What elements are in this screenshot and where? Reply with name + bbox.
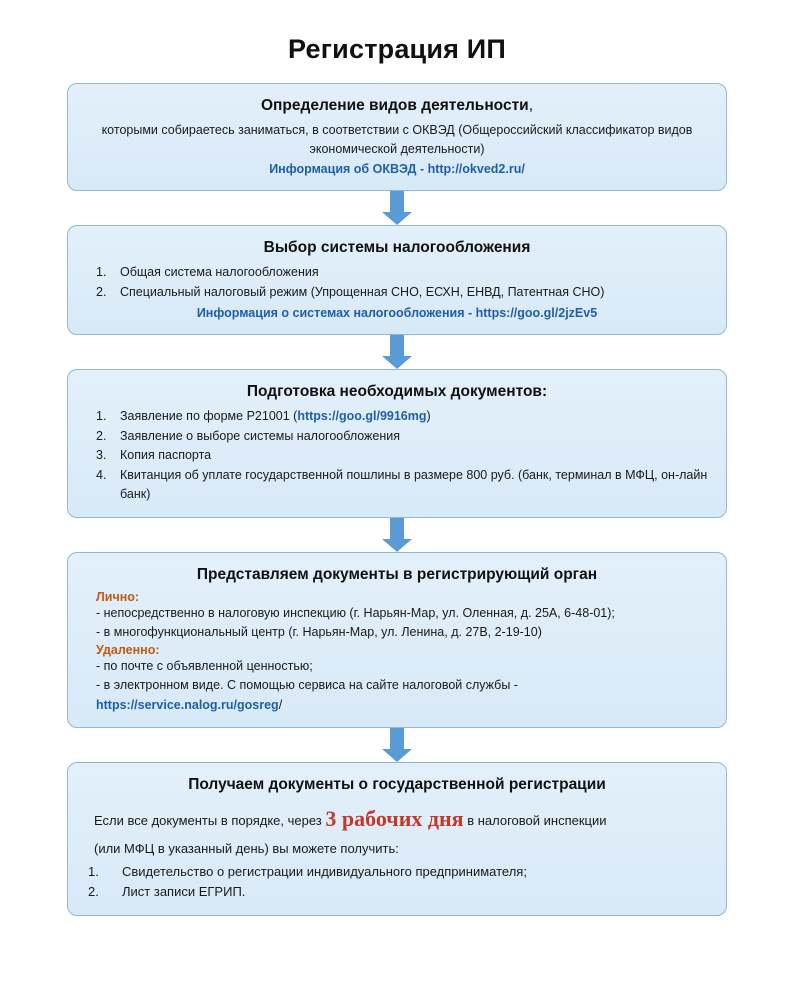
page-title: Регистрация ИП	[287, 34, 506, 64]
list-item	[84, 446, 710, 465]
step-1-link-wrap	[84, 160, 710, 178]
okved-link[interactable]: Информация об ОКВЭД - http://okved2.ru/	[269, 161, 525, 176]
step-box-4	[67, 552, 727, 728]
arrow-4-5	[382, 728, 412, 762]
step-5-list	[84, 862, 710, 902]
list-item-text: Лист записи ЕГРИП.	[122, 884, 246, 900]
step-4-line-2: - в многофункциональный центр (г. Нарьян-Мар, ул. Ленина, д. 27В, 2-19-10)	[96, 625, 542, 640]
list-item-number: 1.	[96, 408, 107, 423]
step-5-body	[84, 800, 710, 901]
step-box-2	[67, 225, 727, 335]
step-box-1	[67, 83, 727, 191]
arrow-head	[382, 356, 412, 369]
step-4-line-4: - в электронном виде. С помощью сервиса на сайте налоговой службы -	[96, 678, 518, 693]
step-3-list	[84, 407, 710, 504]
step-box-3	[67, 369, 727, 518]
arrow-stem	[390, 191, 404, 213]
flowchart	[67, 83, 727, 916]
list-item-text: Общая система налогообложения	[120, 265, 319, 279]
step-box-5	[67, 762, 727, 916]
step-5-line-1-post: в налоговой инспекции	[467, 813, 607, 829]
arrow-1-2	[382, 191, 412, 225]
list-item	[84, 466, 710, 504]
list-item-number: 2.	[88, 884, 99, 900]
step-1-heading	[84, 96, 710, 115]
step-3-heading: Подготовка необходимых документов:	[246, 382, 548, 400]
step-4-line-3: - по почте с объявленной ценностью;	[96, 658, 313, 673]
step-4-label-remote: Удаленно:	[96, 642, 160, 657]
step-1-body: которыми собираетесь заниматься, в соответствии с ОКВЭД (Общероссийский классификатор видов экономической деятельности)	[101, 123, 693, 156]
step-2-list	[84, 263, 710, 302]
nalog-gosreg-link[interactable]: https://service.nalog.ru/gosreg	[96, 697, 279, 712]
step-5-line-1	[94, 800, 710, 837]
list-item-text-pre: Заявление по форме Р21001 (	[120, 408, 298, 423]
step-4-heading: Представляем документы в регистрирующий орган	[196, 565, 598, 583]
step-2-heading: Выбор системы налогообложения	[263, 238, 531, 256]
step-5-heading: Получаем документы о государственной регистрации	[188, 775, 606, 793]
processing-days-highlight: 3 рабочих дня	[325, 806, 464, 832]
list-item-text: Специальный налоговый режим (Упрощенная СНО, ЕСХН, ЕНВД, Патентная СНО)	[120, 284, 605, 299]
list-item-number: 4.	[96, 468, 107, 483]
list-item	[84, 263, 710, 282]
step-5-line-2: (или МФЦ в указанный день) вы можете получить:	[94, 840, 399, 856]
arrow-2-3	[382, 335, 412, 369]
step-2-link-wrap	[84, 304, 710, 322]
list-item-number: 1.	[96, 265, 107, 279]
list-item	[84, 283, 710, 302]
list-item-text: Квитанция об уплате государственной пошлины в размере 800 руб. (банк, терминал в МФЦ, он-лайн банк)	[120, 468, 708, 501]
step-4-line-1: - непосредственно в налоговую инспекцию (г. Нарьян-Мар, ул. Оленная, д. 25А, 6-48-01);	[96, 606, 615, 620]
step-4-label-in-person: Лично:	[96, 590, 140, 604]
list-item-text: Копия паспорта	[120, 448, 212, 463]
arrow-stem	[390, 518, 404, 540]
list-item-number: 2.	[96, 284, 107, 299]
list-item-number: 3.	[96, 448, 107, 463]
arrow-3-4	[382, 518, 412, 552]
list-item-text: Свидетельство о регистрации индивидуального предпринимателя;	[122, 863, 527, 879]
arrow-head	[382, 749, 412, 762]
arrow-head	[382, 212, 412, 225]
step-5-line-1-pre: Если все документы в порядке, через	[94, 813, 322, 829]
diagram-page	[0, 34, 794, 988]
list-item-text: Заявление о выборе системы налогообложения	[120, 428, 401, 443]
step-4-link-tail: /	[278, 697, 283, 712]
arrow-stem	[390, 335, 404, 357]
list-item-text-post: )	[426, 408, 431, 423]
arrow-stem	[390, 728, 404, 750]
list-item-number: 2.	[96, 428, 107, 443]
list-item-text	[120, 407, 710, 426]
list-item-number: 1.	[88, 863, 99, 879]
step-1-heading-text: Определение видов деятельности	[260, 97, 529, 114]
arrow-head	[382, 539, 412, 552]
step-4-link-wrap	[96, 696, 710, 715]
list-item	[84, 862, 710, 882]
list-item	[84, 407, 710, 426]
taxation-systems-link[interactable]: Информация о системах налогообложения - https://goo.gl/2jzEv5	[196, 305, 598, 320]
form-p21001-link[interactable]: https://goo.gl/9916mg	[297, 408, 427, 423]
list-item	[84, 427, 710, 446]
step-1-heading-tail: ,	[528, 97, 533, 114]
list-item	[84, 882, 710, 902]
